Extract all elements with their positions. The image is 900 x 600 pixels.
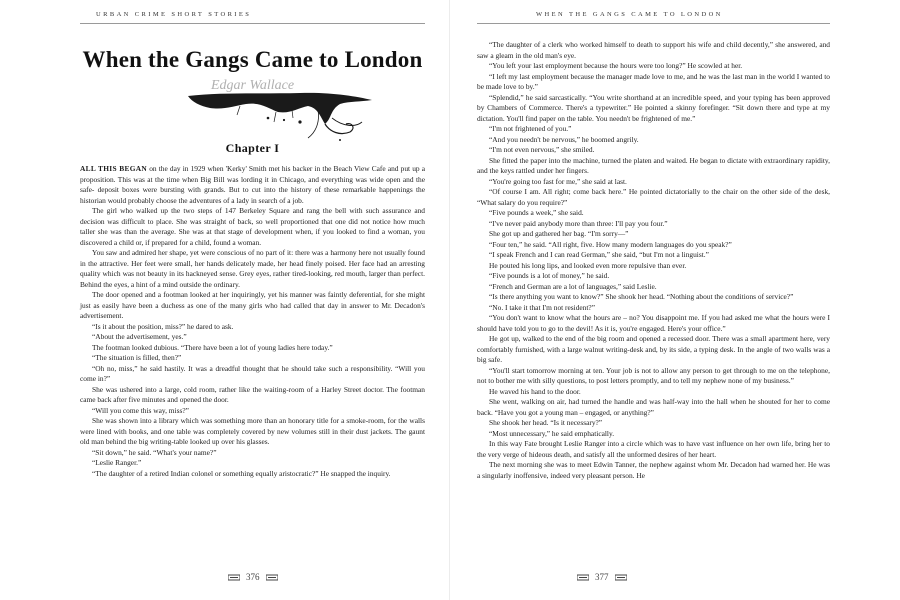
paragraph: “Of course I am. All right; come back here.” He pointed dictatorially to the chair on the other side of the desk, “What salary do you require?” [477,187,830,207]
paragraph: “Most unnecessary,” he said emphatically. [489,428,615,438]
paragraph: “You left your last employment because the hours were too long?” He scowled at her. [489,61,743,70]
paragraph: “Is there anything you want to know?” She shook her head. “Nothing about the conditions of service?” [489,292,794,301]
paragraph: “You don't want to know what the hours are – no? You disappoint me. If you had asked me what the hours were I should have told you to go to the devil! As it is, you're engaged. Here's your office.” [477,313,830,333]
paragraph: “I left my last employment because the manager made love to me, and he was the last man in the world I wanted to be made love to by.” [477,71,830,91]
paragraph: “The situation is filled, then?” [92,353,182,362]
right-body-text [477,40,830,481]
paragraph: The next morning she was to meet Edwin Tanner, the nephew against whom Mr. Decadon had warned her. He was a singularly inoffensive, indeed very pleasant person. He [477,460,830,480]
left-body-text [80,164,425,479]
right-page [450,0,900,600]
paragraph: He waved his hand to the door. [489,386,581,396]
paragraph: “Splendid,” he said sarcastically. “You write shorthand at an incredible speed, and your typing has been approved by Chambers of Commerce. There's a typewriter.” He pointed a skinny forefinger. “Sit down there and type at my dictation. You'll find paper on the table. You needn't be frightened of me.” [477,92,830,123]
paragraph: She was ushered into a large, cold room, rather like the waiting-room of a Harley Street doctor. The footman came back after five minutes and opened the door. [80,384,425,404]
paragraph: In this way Fate brought Leslie Ranger into a circle which was to have vast influence on her own life, bring her to the very verge of hideous death, and satisfy all the unformed desires of her heart. [477,439,830,459]
paragraph-text: on the day in 1929 when 'Kerky' Smith met his backer in the Beach View Cafe and put up a proposition. This was at the time when Big Bill was lording it in Chicago, and everything was wide open and the safe- deposit boxes were bursting with grands. But to cut into the history of these remarkable happenings the historian would probably choose the adventures of a lady in search of a job. [80,164,426,205]
paragraph: “I'm not frightened of you.” [489,124,572,133]
paragraph: She got up and gathered her bag. “I'm sorry—” [489,229,629,238]
paragraph [80,164,425,206]
paragraph: “You're going too fast for me,” she said at last. [489,176,627,186]
paragraph: He pouted his long lips, and looked even more repulsive than ever. [489,260,687,270]
header-rule-left [80,23,425,24]
running-head-right: WHEN THE GANGS CAME TO LONDON [536,11,723,18]
page-number-left [228,572,278,582]
paragraph: She was shown into a library which was something more than an honorary title for a smoke-room, for the walls were lined with books, and one table was completely covered by new volumes still in their dust jackets. The gaunt old man behind the big writing-table looked up over his glasses. [80,416,425,446]
paragraph: She fitted the paper into the machine, turned the platen and waited. He began to dictate with extraordinary rapidity, and the keys rattled under her fingers. [477,155,830,175]
paragraph: “Four ten,” he said. “All right, five. How many modern languages do you speak?” [489,239,732,249]
paragraph: “I speak French and I can read German,” she said, “but I'm not a linguist.” [489,250,709,259]
paragraph: “About the advertisement, yes.” [92,332,187,341]
author-name: Edgar Wallace [210,78,295,93]
paragraph: The footman looked dubious. “There have been a lot of young ladies here today.” [92,342,333,352]
paragraph: She went, walking on air, had turned the handle and was half-way into the hall when he shouted for her to come back. “Have you got a young man – engaged, or anything?” [477,397,830,417]
page-number: 377 [595,572,609,582]
paragraph: “You'll start tomorrow morning at ten. Your job is not to allow any person to get through to me on the telephone, not to bother me with silly questions, to post letters promptly, and to tell my nephew none of my business.” [477,365,830,385]
paragraph: You saw and admired her shape, yet were conscious of no part of it: there was a harmony here not usually found in the attractive. Her feet were small, her hands delicately made, her head finely poised. Her face had an arresting quality which was not beauty in its hackneyed sense. Grey eyes, rather tired-looking, red mouth, larger than perfect. Behind the eyes, a hint of a mind outside the ordinary. [80,248,425,289]
folio-ornament-icon [228,574,240,581]
paragraph: “Leslie Ranger.” [92,458,142,467]
paragraph: The girl who walked up the two steps of 147 Berkeley Square and rang the bell with such assurance and decision was difficult to place. She was straight of back, so well proportioned that one did not notice how much taller she was than the average. She was at that stage of development when, if you looked to find a woman, you discovered a child or, if prepared for a child, found a woman. [80,206,425,247]
paragraph: “I'm not even nervous,” she smiled. [489,145,595,154]
folio-ornament-icon [615,574,627,581]
header-rule-right [477,23,830,24]
paragraph: She shook her head. “Is it necessary?” [489,418,603,427]
chapter-heading: Chapter I [225,141,280,155]
ink-splash-ornament-icon [180,88,380,143]
paragraph: He got up, walked to the end of the big room and opened a recessed door. There was a small apartment here, very comfortably furnished, with a large walnut writing-desk and, by its side, a typing desk. In the angle of two walls was a big safe. [477,334,830,364]
paragraph: “Five pounds a week,” she said. [489,208,584,217]
paragraph: “Will you come this way, miss?” [92,405,189,415]
paragraph: “Oh no, miss,” he said hastily. It was a dreadful thought that he should take such a responsibility. “Will you come in?” [80,363,425,383]
opening-caps: ALL THIS BEGAN [80,164,148,173]
paragraph: “Is it about the position, miss?” he dared to ask. [92,321,234,331]
paragraph: “Five pounds is a lot of money,” he said. [489,271,610,280]
paragraph: “Sit down,” he said. “What's your name?” [92,447,217,457]
folio-ornament-icon [577,574,589,581]
paragraph: “No. I take it that I'm not resident?” [489,302,595,312]
folio-ornament-icon [266,574,278,581]
page-number-right [577,572,627,582]
story-title: When the Gangs Came to London [82,47,423,72]
running-head-left: URBAN CRIME SHORT STORIES [96,11,252,18]
paragraph: “And you needn't be nervous,” he boomed angrily. [489,134,639,144]
page-number: 376 [246,572,260,582]
paragraph: “The daughter of a retired Indian colonel or something equally aristocratic?” He snapped the inquiry. [92,468,391,478]
paragraph: “I've never paid anybody more than three: I'll pay you four.” [489,218,668,228]
paragraph: “French and German are a lot of languages,” said Leslie. [489,281,657,291]
paragraph: The door opened and a footman looked at her inquiringly, yet his manner was faintly deferential, for she might just as easily have been a duchess as one of the many girls who had called that day in answer to Mr. Decadon's advertisement. [80,290,425,320]
paragraph: “The daughter of a clerk who worked himself to death to support his wife and child decently,” she answered, and saw a gleam in the old man's eye. [477,40,830,60]
